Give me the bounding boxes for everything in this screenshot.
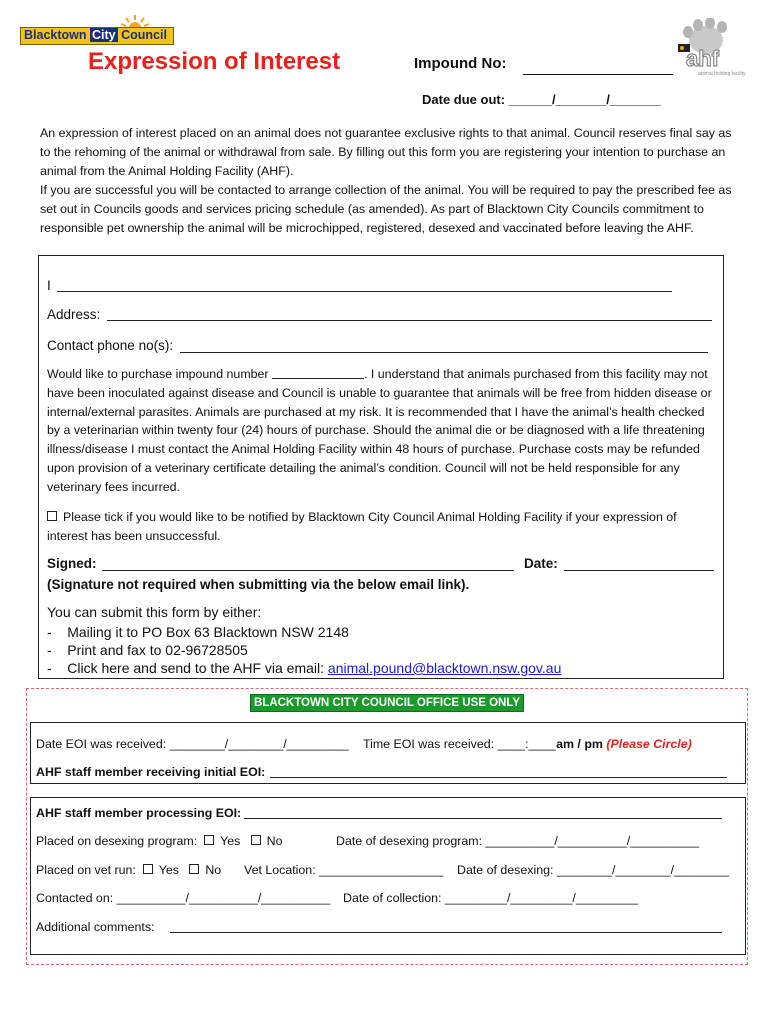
notify-option[interactable]: Please tick if you would like to be notified by Blacktown City Council Animal Holding Facility if your expression of interest has been unsuccessful. <box>47 510 677 543</box>
submit-option-mail: - Mailing it to PO Box 63 Blacktown NSW 2148 <box>47 624 349 640</box>
svg-text:animal holding facility: animal holding facility <box>698 71 746 77</box>
signature-field[interactable] <box>102 570 514 571</box>
email-link[interactable]: animal.pound@blacktown.nsw.gov.au <box>327 660 562 676</box>
purchase-terms: Would like to purchase impound number . I understand that animals purchased from this facility may not have been inoculated against disease and Council is unable to guarantee that animals will be free from hidden disease or internal/external parasites. Animals are purchased at my risk. It is recommended that I have the animal’s health checked by a veterinarian within twenty four (24) hours of purchase. Should the animal die or be diagnosed with a life threatening illness/disease I must contact the Animal Holding Facility within 48 hours of purchase. Purchase costs may be refunded upon provision of a veterinary certificate detailing the animal’s condition. Council will not be held responsible for any veterinary fees incurred. <box>47 367 712 494</box>
vet-run-row: Placed on vet run: Yes No <box>36 863 222 877</box>
intro-paragraph: An expression of interest placed on an animal does not guarantee exclusive rights to that animal. Council reserves final say as to the rehoming of the animal or withdrawal from sale. By filling out this form you are registering your intention to purchase an animal from the Animal Holding Facility (AHF). <box>40 126 732 178</box>
additional-comments-field[interactable] <box>170 932 722 933</box>
staff-processing-field[interactable] <box>244 818 722 819</box>
vet-run-no-checkbox[interactable] <box>189 864 199 874</box>
please-circle-note: (Please Circle) <box>606 737 692 751</box>
office-use-banner: BLACKTOWN CITY COUNCIL OFFICE USE ONLY <box>250 694 524 712</box>
contacted-on-field[interactable]: Contacted on: __________/__________/__________ <box>36 891 331 905</box>
notify-checkbox[interactable] <box>47 511 57 521</box>
address-label: Address: <box>47 307 101 322</box>
signed-date-label: Date: <box>524 556 558 571</box>
desex-no-checkbox[interactable] <box>251 835 261 845</box>
submit-intro: You can submit this form by either: <box>47 604 262 620</box>
blacktown-council-logo: Blacktown City Council <box>20 14 174 46</box>
additional-comments-label: Additional comments: <box>36 920 155 934</box>
intro-paragraph: If you are successful you will be contacted to arrange collection of the animal. You will be required to pay the prescribed fee as set out in Councils goods and services pricing schedule (as amended). As part of Blacktown City Councils commitment to responsible pet ownership the animal will be microchipped, registered, desexed and vaccinated before leaving the AHF. <box>40 183 732 235</box>
submit-option-fax: - Print and fax to 02-96728505 <box>47 642 248 658</box>
staff-initial-field[interactable] <box>270 777 727 778</box>
desex-yes-checkbox[interactable] <box>204 835 214 845</box>
intro-text <box>40 124 740 238</box>
date-of-collection-field[interactable]: Date of collection: _________/_________/_________ <box>343 891 638 905</box>
i-label: I <box>47 278 51 293</box>
address-field[interactable] <box>107 320 712 321</box>
desexing-program-row: Placed on desexing program: Yes No <box>36 834 283 848</box>
date-received-field[interactable]: Date EOI was received: ________/________/_________ <box>36 737 349 751</box>
vet-run-yes-checkbox[interactable] <box>143 864 153 874</box>
staff-processing-label: AHF staff member processing EOI: <box>36 806 242 820</box>
date-desexing-program-field[interactable]: Date of desexing program: __________/__________/__________ <box>336 834 700 848</box>
staff-initial-label: AHF staff member receiving initial EOI: <box>36 765 266 779</box>
impound-number-field[interactable] <box>272 366 364 379</box>
ahf-logo <box>676 18 752 78</box>
contact-phone-label: Contact phone no(s): <box>47 338 174 353</box>
svg-text:ahf: ahf <box>686 46 719 71</box>
time-received-field[interactable]: Time EOI was received: ____:____am / pm (Please Circle) <box>363 737 692 751</box>
contact-phone-field[interactable] <box>180 352 708 353</box>
signed-label: Signed: <box>47 556 97 571</box>
impound-no-label: Impound No: <box>414 55 507 72</box>
vet-location-field[interactable]: Vet Location: __________________ <box>244 863 444 877</box>
date-due-out-field[interactable]: Date due out: ______/_______/_______ <box>422 92 661 107</box>
name-field[interactable] <box>57 291 672 292</box>
signed-date-field[interactable] <box>564 570 714 571</box>
paw-icon <box>676 18 752 78</box>
page-title: Expression of Interest <box>88 48 341 75</box>
impound-no-field[interactable] <box>523 74 673 75</box>
submit-option-email: - Click here and send to the AHF via email: animal.pound@blacktown.nsw.gov.au <box>47 660 562 676</box>
date-of-desexing-field[interactable]: Date of desexing: ________/________/________ <box>457 863 730 877</box>
signature-note: (Signature not required when submitting via the below email link). <box>47 577 470 592</box>
